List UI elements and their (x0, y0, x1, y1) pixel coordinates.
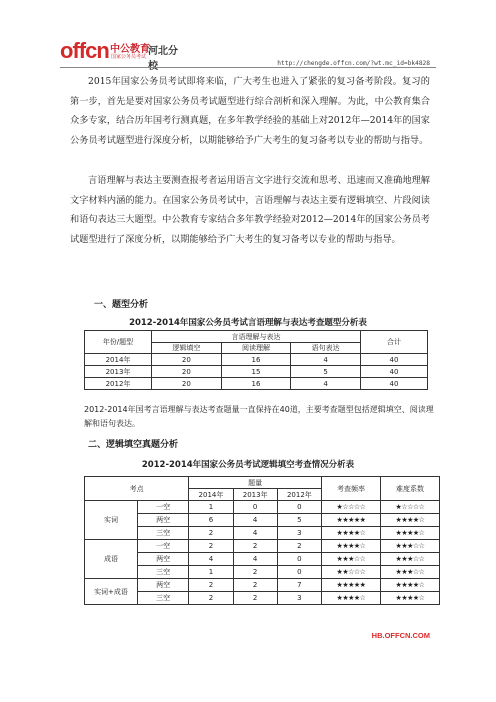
table-cell: 3 (277, 592, 321, 605)
table-cell: 两空 (138, 514, 189, 527)
table-row (85, 514, 440, 527)
table-row (85, 592, 440, 605)
table-row (85, 553, 440, 566)
table-cell: 0 (233, 501, 277, 514)
table-cell: 2 (233, 566, 277, 579)
table-cell: 2 (233, 579, 277, 592)
table-row (85, 579, 440, 592)
table-cell: 20 (152, 366, 222, 378)
frequency-stars: ★☆☆☆☆ (322, 501, 381, 514)
table-cell: 三空 (138, 592, 189, 605)
table-cell: 2013年 (85, 366, 152, 378)
table-cell: 一空 (138, 540, 189, 553)
table-cell: 20 (152, 378, 222, 390)
table-note: 2012-2014年国考言语理解与表达考查题量一直保持在40道，主要考查题型包括逻辑填空、阅读理解和语句表达。 (84, 405, 434, 428)
difficulty-stars: ★★★☆☆ (381, 553, 440, 566)
table-cell: 2 (189, 579, 233, 592)
table-cell: 两空 (138, 553, 189, 566)
fill-blank-table (84, 476, 440, 605)
table-row (85, 354, 428, 366)
table-row (85, 540, 440, 553)
frequency-stars: ★★★★☆ (322, 527, 381, 540)
frequency-stars: ★★★☆☆ (322, 553, 381, 566)
group-label: 实词 (85, 501, 138, 540)
table-cell: 2 (233, 592, 277, 605)
col-type-header: 阅读理解 (221, 343, 291, 354)
table-cell: 3 (277, 527, 321, 540)
table-cell: 三空 (138, 527, 189, 540)
table-cell: 5 (291, 366, 361, 378)
col-diff-header: 难度系数 (381, 477, 440, 501)
frequency-stars: ★★★★★ (322, 514, 381, 527)
table-cell: 两空 (138, 579, 189, 592)
col-year-header: 2013年 (233, 489, 277, 501)
table-cell: 一空 (138, 501, 189, 514)
table-cell: 7 (277, 579, 321, 592)
table-cell: 4 (189, 553, 233, 566)
intro-paragraph-1: 2015年国家公务员考试即将来临，广大考生也进入了紧张的复习备考阶段。复习的第一步，首先是要对国家公务员考试题型进行综合剖析和深入理解。为此，中公教育集合众多专家，结合历年国考行测真题，在多年教学经验的基础上对2012年—2014年的国家公务员考试题型进行深度分析，以期能够给予广大考生的复习备考以专业的帮助与指导。 (70, 76, 430, 146)
table-cell: 4 (233, 527, 277, 540)
section-heading-1: 一、题型分析 (94, 300, 149, 310)
difficulty-stars: ★★★☆☆ (381, 566, 440, 579)
table-cell: 2 (189, 527, 233, 540)
table-cell: 40 (361, 354, 428, 366)
offcn-logo (60, 38, 180, 72)
table-cell: 2014年 (85, 354, 152, 366)
col-point-header: 考点 (85, 477, 189, 501)
table-row (85, 527, 440, 540)
col-total-header: 合计 (361, 331, 428, 354)
table-cell: 5 (277, 514, 321, 527)
table-row (85, 366, 428, 378)
difficulty-stars: ★★★★☆ (381, 592, 440, 605)
header-divider (60, 67, 436, 68)
table-cell: 2 (277, 540, 321, 553)
logo-offcn-text: offcn (60, 38, 109, 63)
col-year-header: 年份/题型 (85, 331, 152, 354)
col-freq-header: 考查频率 (322, 477, 381, 501)
difficulty-stars: ★★★★☆ (381, 579, 440, 592)
difficulty-stars: ★★★★☆ (381, 527, 440, 540)
col-year-header: 2014年 (189, 489, 233, 501)
frequency-stars: ★★★★★ (322, 579, 381, 592)
table-title-2: 2012-2014年国家公务员考试逻辑填空考查情况分析表 (141, 460, 355, 470)
col-year-header: 2012年 (277, 489, 321, 501)
table-cell: 2 (189, 540, 233, 553)
table-cell: 4 (291, 378, 361, 390)
table-cell: 16 (221, 354, 291, 366)
difficulty-stars: ★★★☆☆ (381, 540, 440, 553)
section-heading-2: 二、逻辑填空真题分析 (88, 440, 179, 450)
table-cell: 4 (233, 514, 277, 527)
group-label: 成语 (85, 540, 138, 579)
header-url[interactable]: http://chengde.offcn.com/?wt.mc_id=bk4828 (277, 60, 430, 67)
table-cell: 15 (221, 366, 291, 378)
table-cell: 1 (189, 501, 233, 514)
difficulty-stars: ★☆☆☆☆ (381, 501, 440, 514)
col-type-header: 逻辑填空 (152, 343, 222, 354)
table-cell: 三空 (138, 566, 189, 579)
table-cell: 40 (361, 378, 428, 390)
table-cell: 2012年 (85, 378, 152, 390)
group-label: 实词+成语 (85, 579, 138, 605)
table-cell: 0 (277, 501, 321, 514)
logo-sub-text: 国家公务员考试 (111, 54, 147, 60)
table-cell: 2 (233, 540, 277, 553)
table-cell: 40 (361, 366, 428, 378)
table-cell: 20 (152, 354, 222, 366)
intro-paragraph-2: 言语理解与表达主要测查报考者运用语言文字进行交流和思考、迅速而又准确地理解文字材料内涵的能力。在国家公务员考试中，言语理解与表达主要有逻辑填空、片段阅读和语句表达三大题型。中公教育专家结合多年教学经验对2012—2014年的国家公务员考试题型进行了深度分析，以期能够给予广大考生的复习备考以专业的帮助与指导。 (70, 175, 430, 245)
frequency-stars: ★★★★☆ (322, 592, 381, 605)
col-group-header: 言语理解与表达 (152, 331, 361, 343)
table-row (85, 566, 440, 579)
table-row (85, 378, 428, 390)
logo-cn-text: 中公教育 (110, 44, 150, 55)
col-count-header: 题量 (189, 477, 322, 489)
table-cell: 4 (233, 553, 277, 566)
frequency-stars: ★★★★☆ (322, 540, 381, 553)
difficulty-stars: ★★★★☆ (381, 514, 440, 527)
table-cell: 1 (189, 566, 233, 579)
table-cell: 0 (277, 553, 321, 566)
table-title-1: 2012-2014年国家公务员考试言语理解与表达考查题型分析表 (129, 318, 367, 328)
table-cell: 16 (221, 378, 291, 390)
table-cell: 6 (189, 514, 233, 527)
col-type-header: 语句表达 (291, 343, 361, 354)
table-cell: 4 (291, 354, 361, 366)
watermark: HB.OFFCN.COM (371, 631, 430, 640)
question-type-table (84, 330, 428, 390)
table-cell: 2 (189, 592, 233, 605)
table-cell: 0 (277, 566, 321, 579)
frequency-stars: ★★☆☆☆ (322, 566, 381, 579)
branch-name: 河北分校 (148, 46, 178, 72)
table-row (85, 501, 440, 514)
